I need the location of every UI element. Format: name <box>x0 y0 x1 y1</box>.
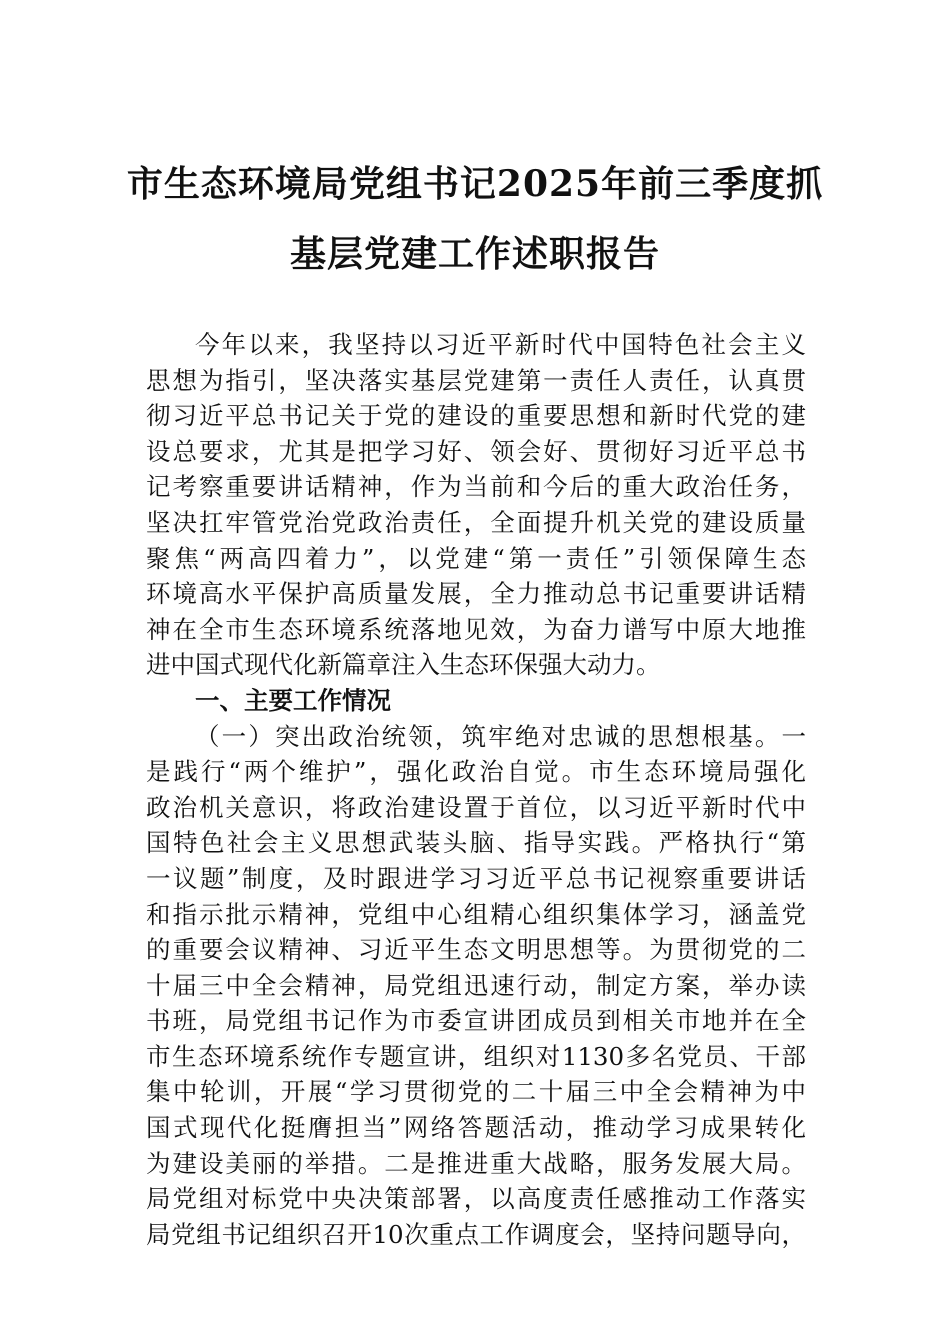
section-heading: 一、主要工作情况 <box>195 685 391 715</box>
paragraph-line: 局党组对标党中央决策部署，以高度责任感推动工作落实 <box>146 1184 806 1214</box>
paragraph-line: 进中国式现代化新篇章注入生态环保强大动力。 <box>146 650 661 680</box>
paragraph-line: 今年以来，我坚持以习近平新时代中国特色社会主义 <box>195 330 806 359</box>
paragraph-line: 彻习近平总书记关于党的建设的重要思想和新时代党的建 <box>146 401 806 431</box>
document-title-line-2: 基层党建工作述职报告 <box>289 233 660 275</box>
document-title-line-1: 市生态环境局党组书记2025年前三季度抓 <box>126 163 824 205</box>
paragraph-line: 集中轮训，开展“学习贯彻党的二十届三中全会精神为中 <box>146 1077 806 1107</box>
paragraph-line: 局党组书记组织召开10次重点工作调度会，坚持问题导向， <box>146 1219 806 1249</box>
paragraph-line: （一）突出政治统领，筑牢绝对忠诚的思想根基。一 <box>195 721 806 751</box>
paragraph-line: 国式现代化挺膺担当”网络答题活动，推动学习成果转化 <box>146 1113 806 1143</box>
paragraph-line: 和指示批示精神，党组中心组精心组织集体学习，涵盖党 <box>146 899 806 929</box>
document-body <box>146 327 806 1252</box>
paragraph-line: 环境高水平保护高质量发展，全力推动总书记重要讲话精 <box>146 579 806 609</box>
paragraph-line: 书班，局党组书记作为市委宣讲团成员到相关市地并在全 <box>146 1006 806 1036</box>
paragraph-line: 市生态环境系统作专题宣讲，组织对1130多名党员、干部 <box>146 1041 806 1071</box>
paragraph-line: 十届三中全会精神，局党组迅速行动，制定方案，举办读 <box>146 970 806 1000</box>
paragraph-line: 聚焦“两高四着力”，以党建“第一责任”引领保障生态 <box>146 543 806 573</box>
paragraph-line: 是践行“两个维护”，强化政治自觉。市生态环境局强化 <box>146 757 806 787</box>
paragraph-line: 的重要会议精神、习近平生态文明思想等。为贯彻党的二 <box>146 935 806 965</box>
paragraph-line: 记考察重要讲话精神，作为当前和今后的重大政治任务， <box>146 472 806 502</box>
paragraph-line: 政治机关意识，将政治建设置于首位，以习近平新时代中 <box>146 792 806 822</box>
paragraph-line: 思想为指引，坚决落实基层党建第一责任人责任，认真贯 <box>146 365 806 395</box>
paragraph-line: 国特色社会主义思想武装头脑、指导实践。严格执行“第 <box>146 828 806 858</box>
paragraph-line: 坚决扛牢管党治党政治责任，全面提升机关党的建设质量 <box>146 507 806 537</box>
paragraph-line: 为建设美丽的举措。二是推进重大战略，服务发展大局。 <box>146 1148 806 1178</box>
paragraph-line: 神在全市生态环境系统落地见效，为奋力谱写中原大地推 <box>146 614 806 644</box>
paragraph-line: 设总要求，尤其是把学习好、领会好、贯彻好习近平总书 <box>146 436 806 466</box>
paragraph-line: 一议题”制度，及时跟进学习习近平总书记视察重要讲话 <box>146 863 806 893</box>
